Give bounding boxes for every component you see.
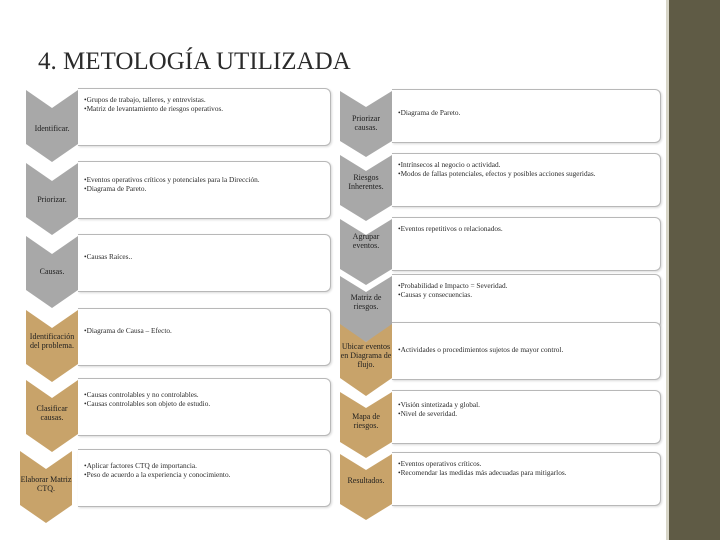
chevron-label: Priorizar. [37, 195, 67, 204]
card-right-6 [392, 390, 661, 444]
chevron-label: Agrupar eventos. [352, 232, 380, 250]
card-item: • Eventos repetitivos o relacionados. [398, 224, 656, 233]
card-left-5 [78, 378, 331, 436]
card-item: • Eventos operativos críticos. [398, 459, 656, 468]
card-right-2 [392, 153, 661, 207]
card-item: • Visión sintetizada y global. [398, 400, 656, 409]
card-item: • Diagrama de Pareto. [398, 108, 656, 117]
chevron-label: Mapa de riesgos. [352, 412, 380, 430]
card-item: • Intrínsecos al negocio o actividad. [398, 160, 656, 169]
card-left-2 [78, 161, 331, 219]
card-item: • Matriz de levantamiento de riesgos operativos. [84, 104, 326, 113]
slide-frame-right [666, 0, 720, 540]
card-left-4 [78, 308, 331, 366]
chevron-left-5 [26, 380, 78, 452]
chevron-left-3 [26, 236, 78, 308]
card-item: • Modos de fallas potenciales, efectos y posibles acciones sugeridas. [398, 169, 656, 178]
chevron-right-2 [340, 155, 392, 221]
chevron-left-2 [26, 163, 78, 235]
card-right-1 [392, 89, 661, 143]
card-item: • Eventos operativos críticos y potenciales para la Dirección. [84, 175, 326, 184]
card-right-3 [392, 217, 661, 271]
card-left-3 [78, 234, 331, 292]
card-item: • Grupos de trabajo, talleres, y entrevistas. [84, 95, 326, 104]
chevron-label: Identificar. [34, 124, 70, 133]
chevron-label: Matriz de riesgos. [350, 293, 382, 311]
card-item: • Diagrama de Causa – Efecto. [84, 326, 326, 335]
chevron-label: Resultados. [347, 476, 385, 485]
card-item: • Diagrama de Pareto. [84, 184, 326, 193]
card-item: • Actividades o procedimientos sujetos de mayor control. [398, 345, 656, 354]
chevron-left-4 [26, 310, 78, 382]
card-item: • Causas controlables son objeto de estudio. [84, 399, 326, 408]
chevron-label: Causas. [39, 267, 65, 276]
chevron-label: Priorizar causas. [352, 114, 380, 132]
card-right-4 [392, 274, 661, 328]
card-item: • Peso de acuerdo a la experiencia y conocimiento. [84, 470, 326, 479]
card-left-1 [78, 88, 331, 146]
card-right-5 [392, 322, 661, 380]
card-item: • Probabilidad e Impacto = Severidad. [398, 281, 656, 290]
frame-stripe [666, 0, 669, 540]
chevron-label: Identificación del problema. [29, 332, 75, 350]
card-item: • Causas Raíces.. [84, 252, 326, 261]
chevron-right-6 [340, 392, 392, 458]
chevron-left-6 [20, 451, 72, 523]
chevron-right-7 [340, 454, 392, 520]
card-item: • Recomendar las medidas más adecuadas para mitigarlos. [398, 468, 656, 477]
chevron-right-1 [340, 91, 392, 157]
chevron-label: Clasificar causas. [36, 404, 68, 422]
chevron-left-1 [26, 90, 78, 162]
chevron-label: Riesgos Inherentes. [348, 173, 384, 191]
chevron-right-5 [340, 324, 392, 396]
chevron-label: Ubicar eventos en Diagrama de flujo. [340, 342, 392, 369]
slide-title: 4. METOLOGÍA UTILIZADA [38, 48, 351, 75]
card-item: • Aplicar factores CTQ de importancia. [84, 461, 326, 470]
card-item: • Nivel de severidad. [398, 409, 656, 418]
card-right-7 [392, 452, 661, 506]
chevron-label: Elaborar Matriz CTQ. [20, 475, 72, 493]
card-item: • Causas controlables y no controlables. [84, 390, 326, 399]
card-left-6 [78, 449, 331, 507]
card-item: • Causas y consecuencias. [398, 290, 656, 299]
